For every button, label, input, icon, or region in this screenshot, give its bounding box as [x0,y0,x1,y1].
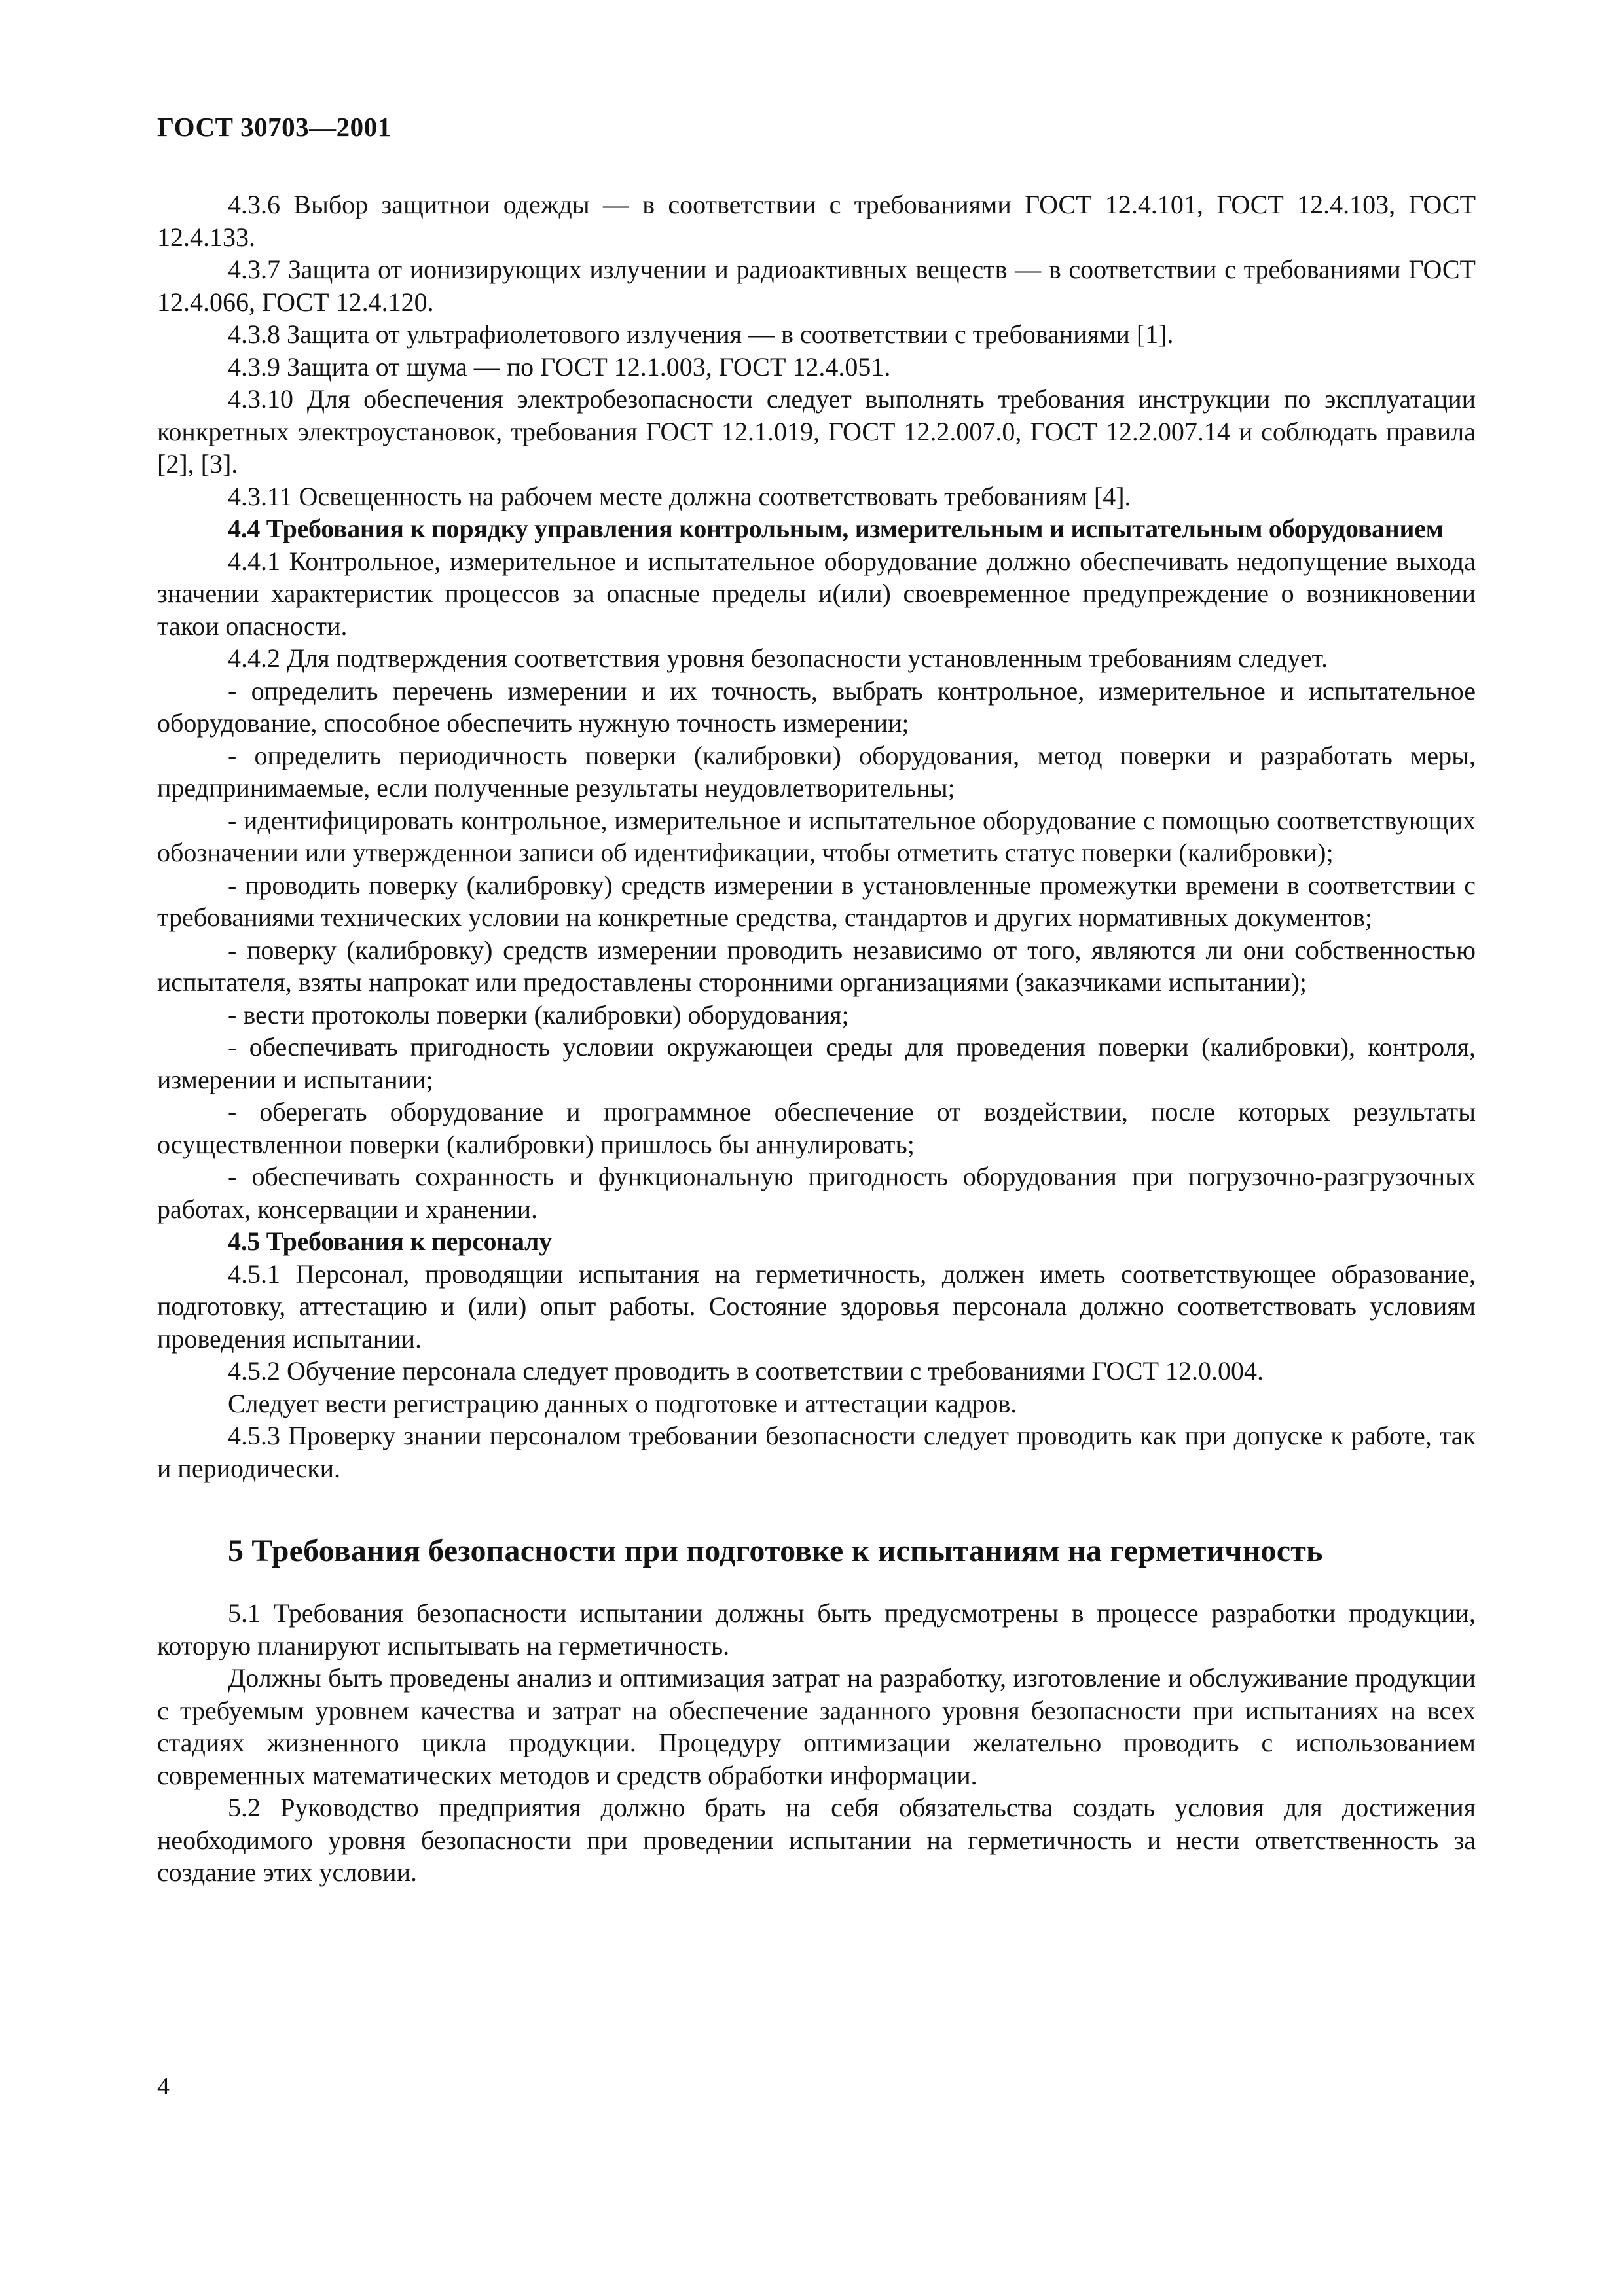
paragraph: - определить периодичность поверки (калибровки) оборудования, метод поверки и разработать меры, предпринимаемые, если полученные результаты неудовлетворительны; [157,740,1476,802]
paragraph: - проводить поверку (калибровку) средств измерении в установленные промежутки времени в соответствии с требованиями технических условии на конкретные средства, стандартов и других нормативных документов; [157,870,1476,932]
paragraph: 4.3.7 Защита от ионизирующих излучении и радиоактивных веществ — в соответствии с требованиями ГОСТ 12.4.066, ГОСТ 12.4.120. [157,255,1476,317]
paragraph: 5.2 Руководство предприятия должно брать на себя обязательства создать условия для достижения необходимого уровня безопасности при проведении испытании на герметичность и нести ответственность за создание этих условии. [157,1793,1476,1887]
paragraphs-section-5 [157,1597,1476,1889]
document-body [157,188,1476,1889]
paragraph: 4.5.3 Проверку знании персоналом требовании безопасности следует проводить как при допуске к работе, так и периодически. [157,1421,1476,1483]
paragraph: - обеспечивать сохранность и функциональную пригодность оборудования при погрузочно-разгрузочных работах, консервации и хранении. [157,1162,1476,1224]
paragraph: 5.1 Требования безопасности испытании должны быть предусмотрены в процессе разработки продукции, которую планируют испытывать на герметичность. [157,1598,1476,1660]
paragraph: 4.4.1 Контрольное, измерительное и испытательное оборудование должно обеспечивать недопущение выхода значении характеристик процессов за опасные пределы и(или) своевременное предупреждение о возникновении такои опасности. [157,546,1476,641]
paragraph: 4.5.2 Обучение персонала следует проводить в соответствии с требованиями ГОСТ 12.0.004. [228,1356,1264,1386]
paragraph: - определить перечень измерении и их точность, выбрать контрольное, измерительное и испытательное оборудование, способное обеспечить нужную точность измерении; [157,675,1476,738]
paragraph: 4.3.6 Выбор защитнои одежды — в соответствии с требованиями ГОСТ 12.4.101, ГОСТ 12.4.103, ГОСТ 12.4.133. [157,190,1476,252]
paragraph: 4.3.8 Защита от ультрафиолетового излучения — в соответствии с требованиями [1]. [228,319,1174,349]
section-5-title: 5 Требования безопасности при подготовке к испытаниям на герметичность [228,1534,1323,1568]
paragraph: 4.5.1 Персонал, проводящии испытания на герметичность, должен иметь соответствующее образование, подготовку, аттестацию и (или) опыт работы. Состояние здоровья персонала должно соответствовать условиям проведения испытании. [157,1259,1476,1354]
paragraph: - поверку (калибровку) средств измерении проводить независимо от того, являются ли они собственностью испытателя, взяты напрокат или предоставлены сторонними организациями (заказчиками испытании); [157,935,1476,997]
paragraph: 4.4.2 Для подтверждения соответствия уровня безопасности установленным требованиям следует. [228,643,1328,673]
paragraph: 4.3.10 Для обеспечения электробезопасности следует выполнять требования инструкции по эксплуатации конкретных электроустановок, требования ГОСТ 12.1.019, ГОСТ 12.2.007.0, ГОСТ 12.2.007.14 и соблюдать правила [2], [3]. [157,384,1476,478]
paragraph: - идентифицировать контрольное, измерительное и испытательное оборудование с помощью соответствующих обозначении или утвержденнои записи об идентификации, чтобы отметить статус поверки (калибровки); [157,805,1476,867]
paragraph: 4.3.9 Защита от шума — по ГОСТ 12.1.003, ГОСТ 12.4.051. [228,351,891,382]
subsection-heading: 4.5 Требования к персоналу [228,1227,552,1256]
paragraph: 4.3.11 Освещенность на рабочем месте должна соответствовать требованиям [4]. [228,481,1131,511]
subsection-heading: 4.4 Требования к порядку управления контрольным, измерительным и испытательным оборудованием [228,514,1444,543]
paragraph: Должны быть проведены анализ и оптимизация затрат на разработку, изготовление и обслуживание продукции с требуемым уровнем качества и затрат на обеспечение заданного уровня безопасности при испытаниях на всех стадиях жизненного цикла продукции. Процедуру оптимизации желательно проводить с использованием современных математических методов и средств обработки информации. [157,1663,1476,1790]
paragraph: - вести протоколы поверки (калибровки) оборудования; [228,999,849,1030]
paragraph: Следует вести регистрацию данных о подготовке и аттестации кадров. [228,1388,1017,1418]
paragraph: - оберегать оборудование и программное обеспечение от воздействии, после которых результаты осуществленнои поверки (калибровки) пришлось бы аннулировать; [157,1097,1476,1159]
document-code-header: ГОСТ 30703—2001 [157,112,392,142]
paragraph: - обеспечивать пригодность условии окружающеи среды для проведения поверки (калибровки), контроля, измерении и испытании; [157,1032,1476,1094]
paragraphs-section-4 [157,188,1476,1484]
page-number: 4 [157,2073,170,2100]
